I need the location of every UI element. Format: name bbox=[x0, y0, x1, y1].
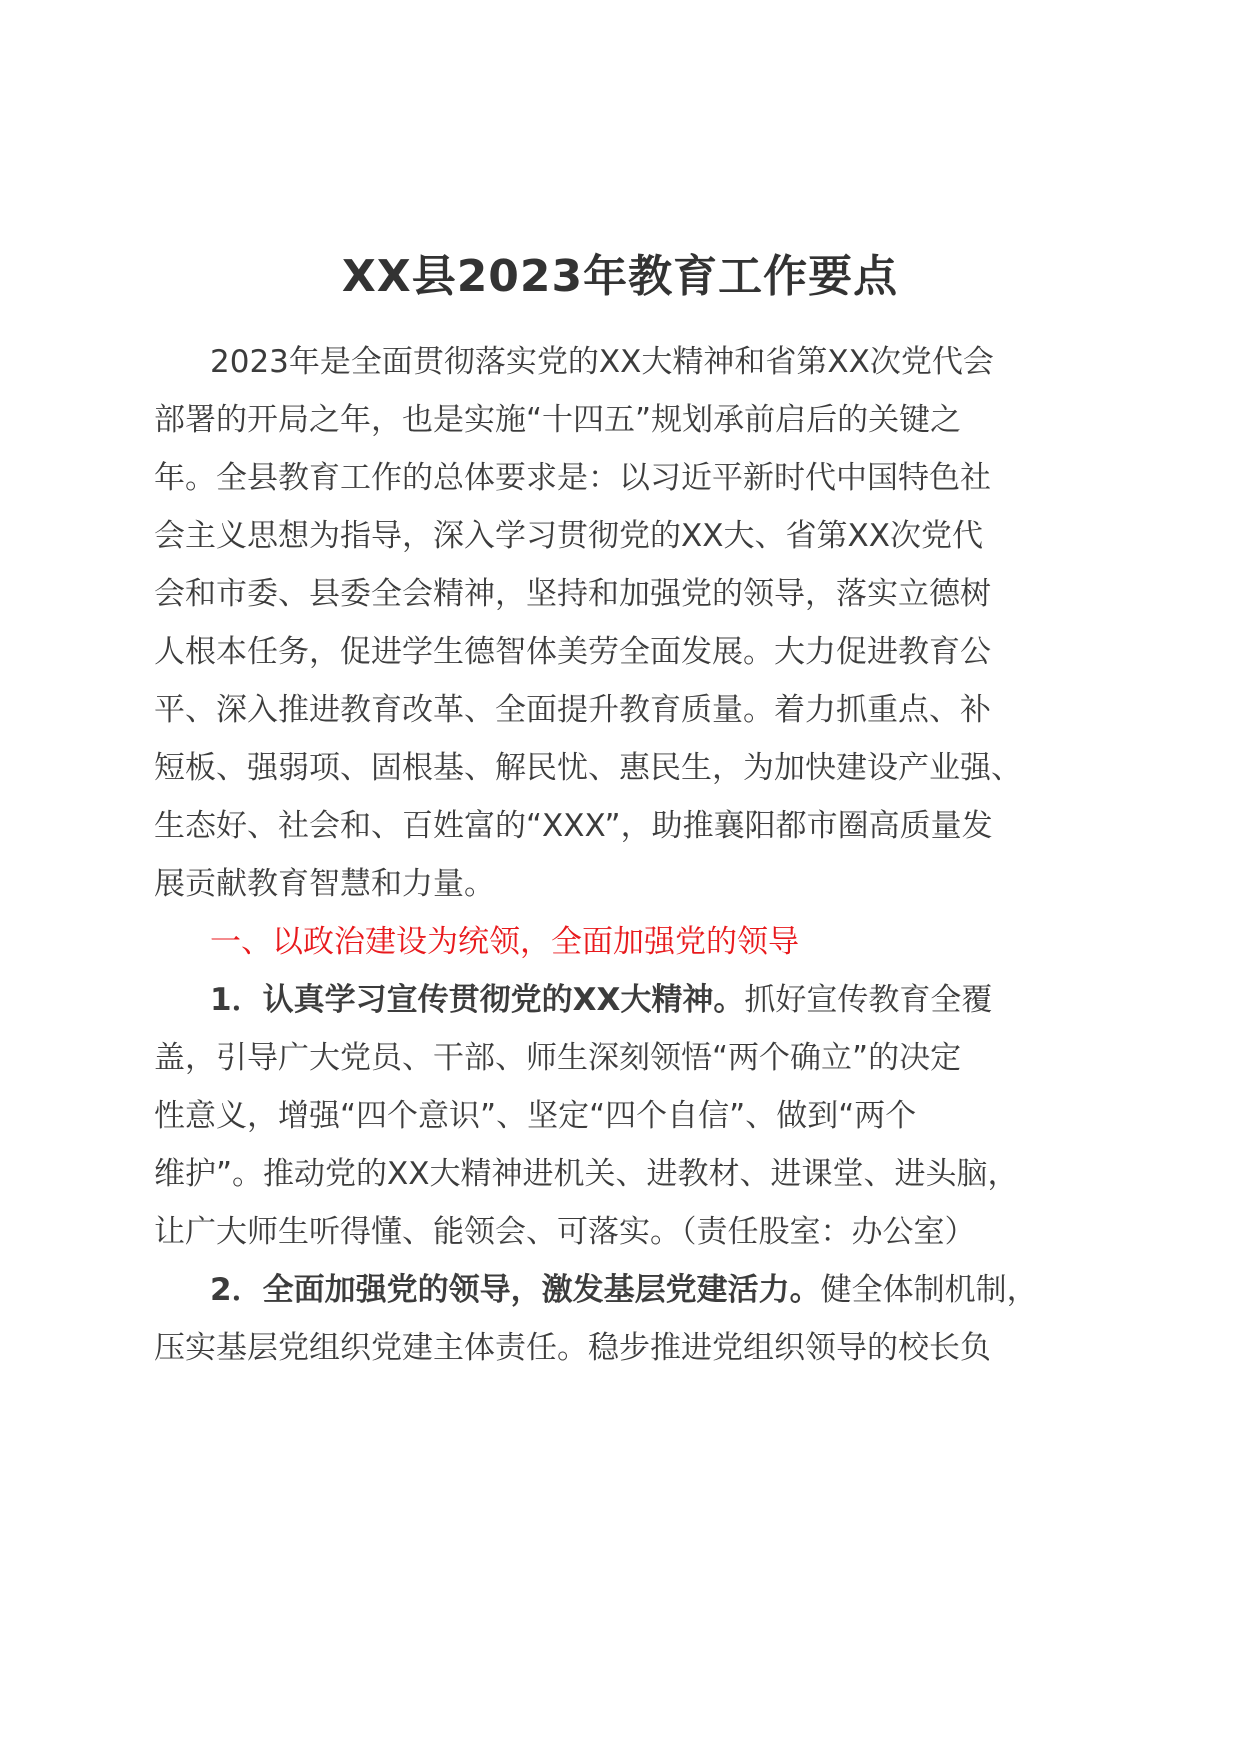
item-1-line: 盖，引导广大党员、干部、师生深刻领悟“两个确立”的决定 bbox=[154, 1040, 962, 1076]
intro-line: 会和市委、县委全会精神，坚持和加强党的领导，落实立德树 bbox=[154, 576, 991, 612]
item-1-heading: 1．认真学习宣传贯彻党的XX大精神。 bbox=[210, 982, 745, 1018]
intro-line: 人根本任务，促进学生德智体美劳全面发展。大力促进教育公 bbox=[154, 634, 991, 670]
document-title: XX县2023年教育工作要点 bbox=[341, 251, 899, 302]
intro-line: 展贡献教育智慧和力量。 bbox=[154, 866, 495, 902]
item-1-text: 抓好宣传教育全覆 bbox=[744, 982, 993, 1018]
intro-line: 会主义思想为指导，深入学习贯彻党的XX大、省第XX次党代 bbox=[154, 518, 983, 554]
intro-line: 平、深入推进教育改革、全面提升教育质量。着力抓重点、补 bbox=[154, 692, 991, 728]
intro-line: 生态好、社会和、百姓富的“XXX”，助推襄阳都市圈高质量发 bbox=[154, 808, 993, 844]
section-heading: 一、以政治建设为统领，全面加强党的领导 bbox=[210, 924, 799, 960]
intro-line: 年。全县教育工作的总体要求是：以习近平新时代中国特色社 bbox=[154, 460, 991, 496]
item-2-text: 健全体制机制， bbox=[820, 1272, 1038, 1308]
item-1-line: 性意义，增强“四个意识”、坚定“四个自信”、做到“两个 bbox=[154, 1098, 917, 1134]
intro-line: 2023年是全面贯彻落实党的XX大精神和省第XX次党代会 bbox=[210, 344, 994, 380]
item-1-first-line bbox=[210, 980, 992, 1020]
intro-line: 短板、强弱项、固根基、解民忧、惠民生，为加快建设产业强、 bbox=[154, 750, 1022, 786]
item-2-line: 压实基层党组织党建主体责任。稳步推进党组织领导的校长负 bbox=[154, 1330, 991, 1366]
item-1-line: 维护”。推动党的XX大精神进机关、进教材、进课堂、进头脑， bbox=[154, 1156, 1019, 1192]
item-2-heading: 2．全面加强党的领导，激发基层党建活力。 bbox=[210, 1272, 821, 1308]
intro-line: 部署的开局之年，也是实施“十四五”规划承前启后的关键之 bbox=[154, 402, 962, 438]
item-1-line: 让广大师生听得懂、能领会、可落实。（责任股室：办公室） bbox=[154, 1214, 976, 1250]
item-2-first-line bbox=[210, 1270, 1038, 1310]
